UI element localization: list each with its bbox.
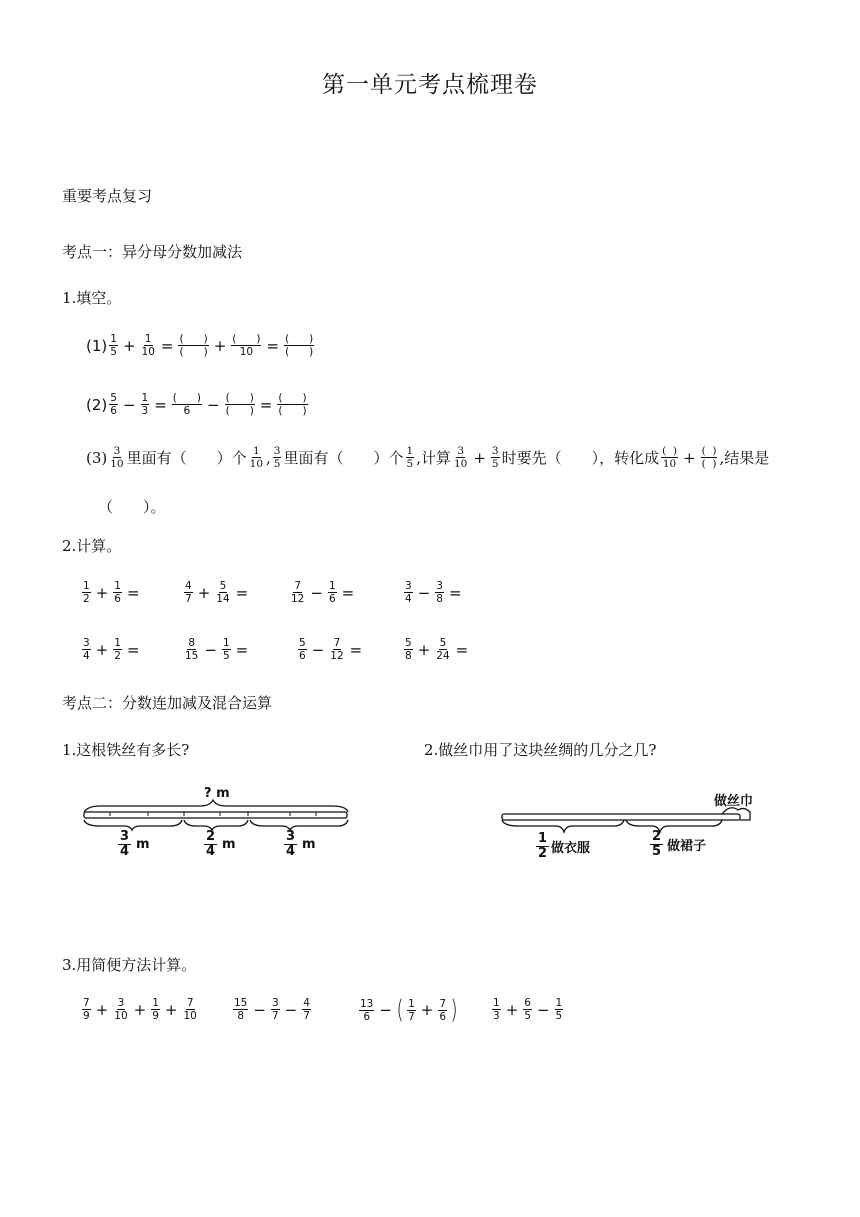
fraction: 1 5 xyxy=(110,333,117,358)
simplify-expr: 7 9 + $\frac{3}{10}$ + $\frac{1}{9}$ + $\frac{7}{10}$ xyxy=(83,997,197,1022)
calc-expr: 5 8 + $\frac{5}{24}$ = xyxy=(405,637,469,662)
simplify-expr: 1 3 + $\frac{6}{5}$ − $\frac{1}{5}$ xyxy=(493,997,563,1022)
wire-diagram xyxy=(80,786,355,876)
fraction-blank: ( ) ( ) xyxy=(701,445,717,470)
fraction: 5 6 xyxy=(110,392,117,417)
fraction-blank: ( ) ( ) xyxy=(278,392,307,417)
wire-seg-2: 2 4 m xyxy=(206,829,236,859)
fill-text: ,结果是 xyxy=(719,449,770,467)
q2-calc-label: 2.计算。 xyxy=(62,537,122,555)
silk-skirt-segment: 2 5 做裙子 xyxy=(652,829,707,859)
kp1-heading: 考点一：异分母分数加减法 xyxy=(62,243,243,261)
silk-question: 2.做丝巾用了这块丝绸的几分之几? xyxy=(424,741,657,759)
fraction: $\frac{1}{10}$ xyxy=(141,333,155,358)
fill-text: ,计算 xyxy=(416,449,451,467)
fraction: 3 5 xyxy=(273,445,281,470)
calc-expr: 7 12 − $\frac{1}{6}$ = xyxy=(291,580,355,605)
calc-expr: 8 15 − $\frac{1}{5}$ = xyxy=(185,637,249,662)
page-title: 第一单元考点梳理卷 xyxy=(322,72,538,98)
fill-item-3-end: （ ）。 xyxy=(98,498,166,516)
fraction-blank: ( ) 6 xyxy=(172,392,201,417)
fraction-blank: ( ) ( ) xyxy=(285,333,314,358)
fraction: 3 10 xyxy=(453,445,468,470)
wire-seg-3: 3 4 m xyxy=(286,829,316,859)
item-index: (2) xyxy=(86,395,108,414)
fraction-blank: ( ) 10 xyxy=(232,333,261,358)
fraction: 1 10 xyxy=(249,445,264,470)
fraction-blank: ( ) ( ) xyxy=(225,392,254,417)
fraction-blank: ( ) ( ) xyxy=(179,333,208,358)
item-index: (1) xyxy=(86,336,108,355)
item-index: (3) xyxy=(86,448,108,467)
fraction: $\frac{3}{5}$ xyxy=(491,445,499,470)
fill-item-2: (2) 5 6 − $\frac{1}{3}$ = ( ) 6 − ( ) ( ) = ( ) ( ) xyxy=(86,392,307,417)
calc-expr: 3 4 − $\frac{3}{8}$ = xyxy=(405,580,462,605)
calc-expr: 3 4 + $\frac{1}{2}$ = xyxy=(83,637,140,662)
wire-seg-1: 3 4 m xyxy=(120,829,150,859)
fraction: 1 5 xyxy=(406,445,414,470)
simplify-expr: 13 6 − ( 1 7 + $\frac{7}{6}$ ) xyxy=(360,995,458,1025)
fraction: 3 10 xyxy=(110,445,124,470)
simplify-expr: 15 8 − $\frac{3}{7}$ − $\frac{4}{7}$ xyxy=(234,997,310,1022)
fraction-blank: ( ) 10 xyxy=(662,445,677,470)
silk-diagram xyxy=(498,786,773,876)
fill-text: 里面有（ ）个 xyxy=(283,449,404,467)
fill-item-3: (3) 3 10 里面有（ ）个 1 10 , 3 5 里面有（ ）个 1 5 ,计算 3 10 + $\frac{3}{5}$ 时要先（ ），转化成 ( ) 10 + ( ) ( ) ,结果是 xyxy=(86,445,770,470)
wire-question: 1.这根铁丝有多长? xyxy=(62,741,190,759)
silk-scarf-label: 做丝巾 xyxy=(714,794,754,809)
kp2-heading: 考点二：分数连加减及混合运算 xyxy=(62,694,273,712)
fill-item-1: (1) 1 5 + $\frac{1}{10}$ = ( ) ( ) + ( ) 10 = ( ) ( ) xyxy=(86,333,314,358)
q1-fill-label: 1.填空。 xyxy=(62,289,122,307)
q3-simplify-label: 3.用简便方法计算。 xyxy=(62,956,197,974)
section-review-heading: 重要考点复习 xyxy=(62,187,153,205)
calc-expr: 5 6 − $\frac{7}{12}$ = xyxy=(299,637,363,662)
fraction: $\frac{1}{3}$ xyxy=(141,392,149,417)
wire-total-label: ? m xyxy=(204,786,230,801)
fill-text: 时要先（ ），转化成 xyxy=(501,449,660,467)
silk-clothes-segment: 1 2 做衣服 xyxy=(538,831,591,861)
calc-expr: 4 7 + $\frac{5}{14}$ = xyxy=(185,580,249,605)
fill-text: 里面有（ ）个 xyxy=(126,449,247,467)
calc-expr: 1 2 + $\frac{1}{6}$ = xyxy=(83,580,140,605)
